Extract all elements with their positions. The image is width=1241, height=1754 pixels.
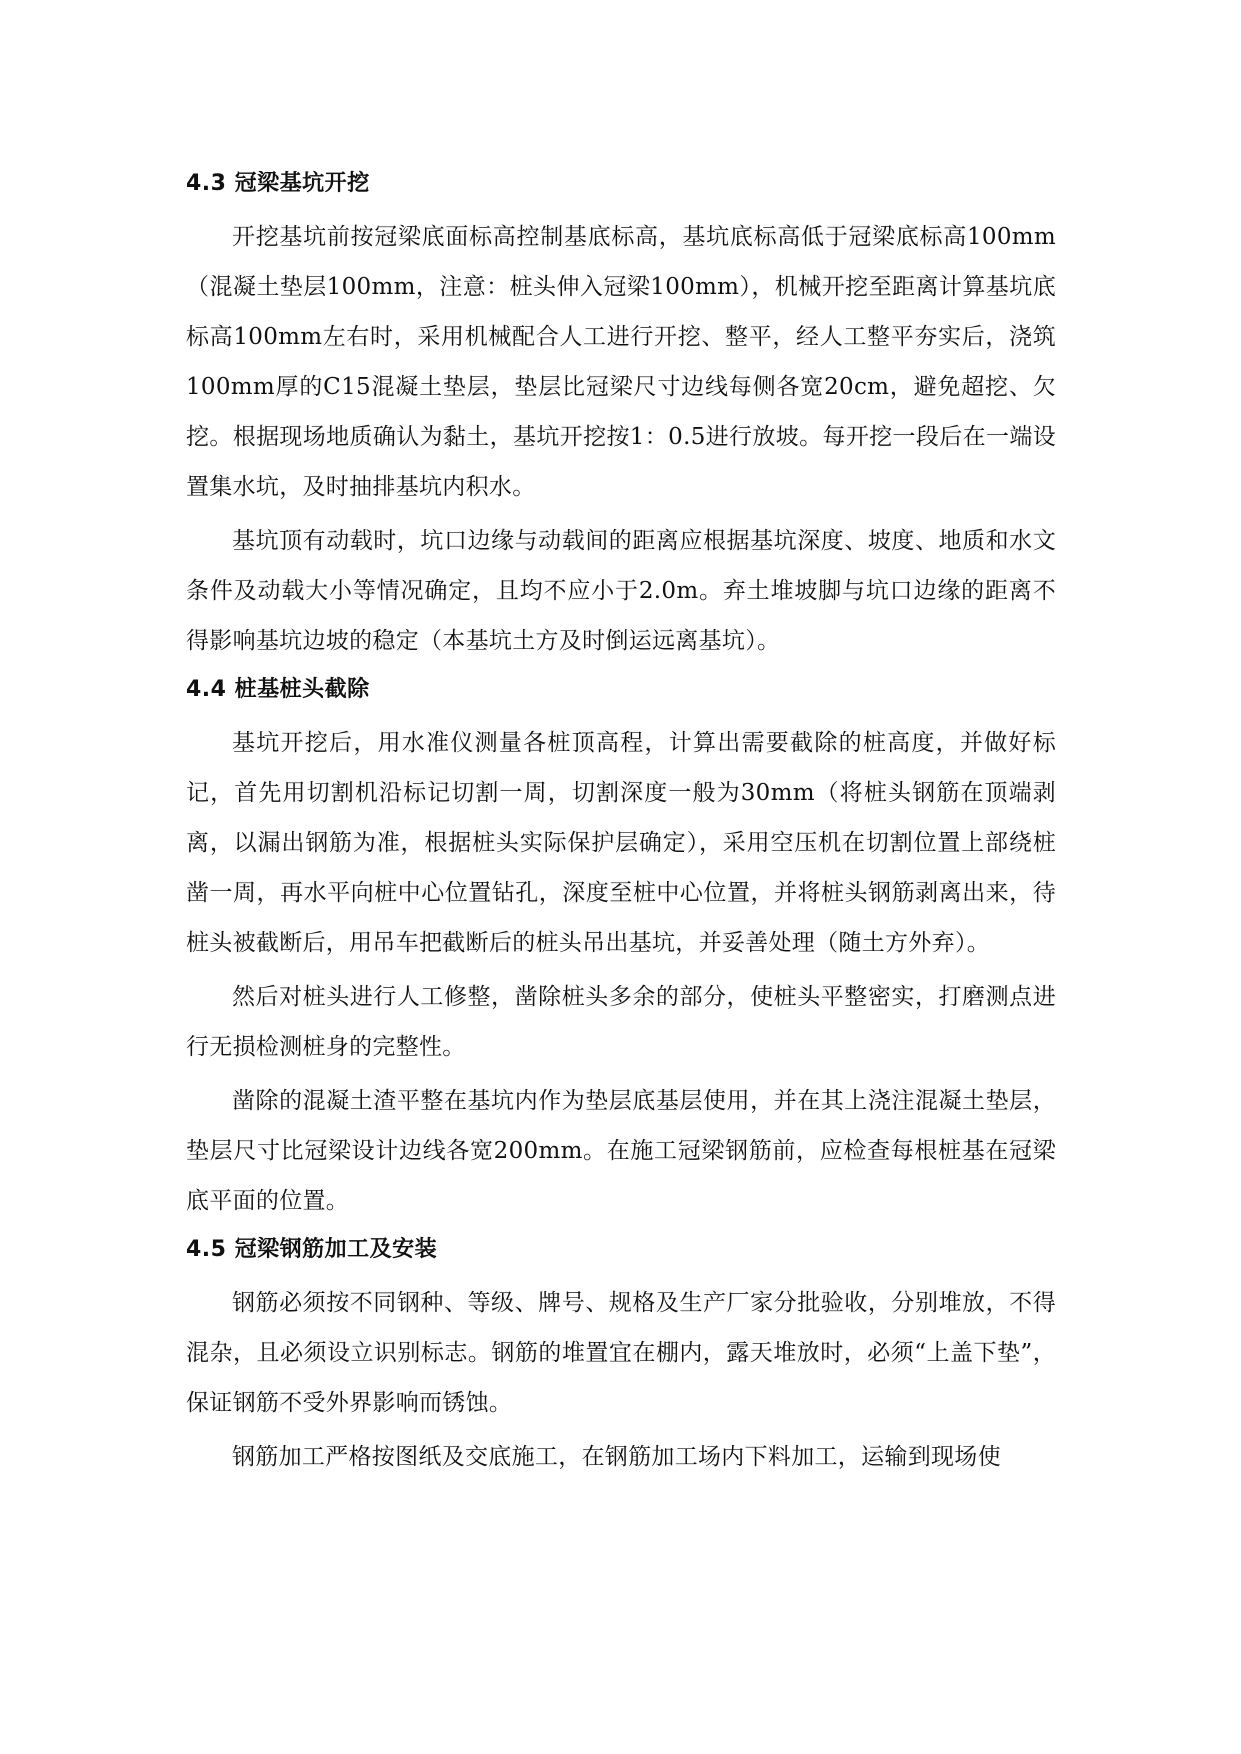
body-paragraph: 钢筋加工严格按图纸及交底施工，在钢筋加工场内下料加工，运输到现场使 [232, 1444, 1001, 1470]
section-heading: 4.5 冠梁钢筋加工及安装 [186, 1237, 438, 1262]
body-paragraph: 钢筋必须按不同钢种、等级、牌号、规格及生产厂家分批验收，分别堆放，不得混杂，且必须设立识别标志。钢筋的堆置宜在棚内，露天堆放时，必须“上盖下垫”，保证钢筋不受外界影响而锈蚀。 [186, 1290, 1056, 1416]
body-paragraph: 然后对桩头进行人工修整，凿除桩头多余的部分，使桩头平整密实，打磨测点进行无损检测桩身的完整性。 [186, 984, 1056, 1060]
section-heading: 4.3 冠梁基坑开挖 [186, 171, 370, 196]
document-body [186, 164, 1056, 1486]
section-heading: 4.4 桩基桩头截除 [186, 677, 370, 702]
body-paragraph: 基坑顶有动载时，坑口边缘与动载间的距离应根据基坑深度、坡度、地质和水文条件及动载大小等情况确定，且均不应小于2.0m。弃土堆坡脚与坑口边缘的距离不得影响基坑边坡的稳定（本基坑土方及时倒运远离基坑）。 [186, 528, 1056, 654]
body-paragraph: 基坑开挖后，用水准仪测量各桩顶高程，计算出需要截除的桩高度，并做好标记，首先用切割机沿标记切割一周，切割深度一般为30mm（将桩头钢筋在顶端剥离，以漏出钢筋为准，根据桩头实际保护层确定），采用空压机在切割位置上部绕桩凿一周，再水平向桩中心位置钻孔，深度至桩中心位置，并将桩头钢筋剥离出来，待桩头被截断后，用吊车把截断后的桩头吊出基坑，并妥善处理（随土方外弃）。 [186, 730, 1056, 956]
body-paragraph: 开挖基坑前按冠梁底面标高控制基底标高，基坑底标高低于冠梁底标高100mm（混凝土垫层100mm，注意：桩头伸入冠梁100mm），机械开挖至距离计算基坑底标高100mm左右时，采用机械配合人工进行开挖、整平，经人工整平夯实后，浇筑100mm厚的C15混凝土垫层，垫层比冠梁尺寸边线每侧各宽20cm，避免超挖、欠挖。根据现场地质确认为黏土，基坑开挖按1：0.5进行放坡。每开挖一段后在一端设置集水坑，及时抽排基坑内积水。 [186, 224, 1056, 500]
body-paragraph: 凿除的混凝土渣平整在基坑内作为垫层底基层使用，并在其上浇注混凝土垫层，垫层尺寸比冠梁设计边线各宽200mm。在施工冠梁钢筋前，应检查每根桩基在冠梁底平面的位置。 [186, 1088, 1056, 1214]
